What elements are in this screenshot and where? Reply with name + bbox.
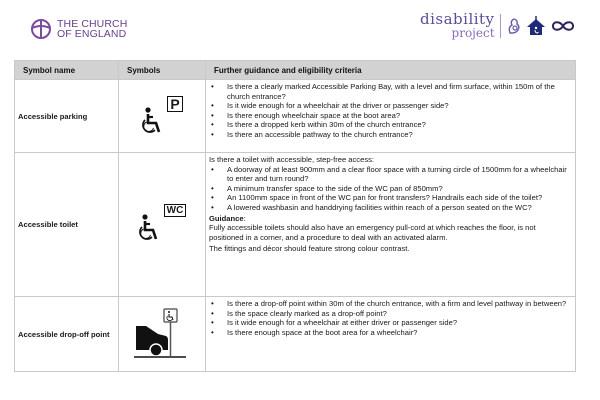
guidance-item: • Is it wide enough for a wheelchair at the driver or passenger side? [209, 101, 572, 111]
guidance-cell [206, 80, 576, 153]
guidance-item: • Is there enough space at the boot area for a wheelchair? [209, 328, 572, 338]
column-header-guidance: Further guidance and eligibility criteria [206, 61, 576, 80]
guidance-item: • Is there enough wheelchair space at the boot area? [209, 111, 572, 121]
table-header-row [15, 61, 576, 80]
guidance-item: • Is it wide enough for a wheelchair at either driver or passenger side? [209, 318, 572, 328]
church-cross-icon [30, 18, 52, 40]
symbol-name-cell: Accessible drop-off point [15, 297, 119, 372]
symbol-cell [119, 153, 206, 297]
guidance-text-2: The fittings and décor should feature strong colour contrast. [209, 244, 410, 254]
column-header-symbol-name: Symbol name [15, 61, 119, 80]
disability-project-logo [420, 12, 576, 39]
dp-logo-word2: project [451, 26, 495, 40]
accessible-church-icon [526, 16, 546, 36]
guidance-list [209, 82, 572, 140]
column-header-symbols: Symbols [119, 61, 206, 80]
guidance-item: • A minimum transfer space to the side of the WC pan of 850mm? [209, 184, 572, 194]
guidance-item: • Is there a dropped kerb within 30m of the church entrance? [209, 120, 572, 130]
guidance-cell [206, 297, 576, 372]
symbol-name-cell: Accessible toilet [15, 153, 119, 297]
infinity-icon [550, 20, 576, 32]
guidance-item: • A doorway of at least 900mm and a clear floor space with a turning circle of 1500mm for a wheelchair to enter and turn round? [209, 165, 572, 184]
symbol-name-cell: Accessible parking [15, 80, 119, 153]
guidance-item: • A lowered washbasin and handdrying facilities within reach of a person seated on the WC? [209, 203, 572, 213]
guidance-item: • Is there an accessible pathway to the church entrance? [209, 130, 572, 140]
symbol-cell [119, 297, 206, 372]
table-row-accessible-drop-off [15, 297, 576, 372]
wheelchair-user-icon [138, 213, 164, 243]
table-row-accessible-parking [15, 80, 576, 153]
coe-logo-line2: OF ENGLAND [57, 28, 127, 40]
guidance-list [209, 299, 572, 337]
guidance-cell: Is there a toilet with accessible, step-free access: • A doorway of at least 900mm and a clear floor space with a turning circle of 1500mm for a wheelchair to enter and turn round? • A minimum transfer space to the side of the WC pan of 850mm? • An 1100mm space in front of the WC pan for front transfers? Handrails each side of the toilet? • A lowered washbasin and handdrying facilities within reach of a person seated on the WC? Guidance: Fully accessible toilets should also have an emergency pull-cord at which reaches the floor, is not positioned in a corner, and a procedure to deal with an activated alarm. The fittings and décor should feature strong colour contrast. [206, 153, 576, 297]
accessibility-symbols-table [14, 60, 576, 372]
wheelchair-user-icon [141, 106, 167, 136]
hearing-sign-icon [506, 17, 522, 35]
guidance-item: • Is there a clearly marked Accessible Parking Bay, with a level and firm surface, within 150m of the church entrance? [209, 82, 572, 101]
guidance-item: • An 1100mm space in front of the WC pan for front transfers? Handrails each side of the toilet? [209, 193, 572, 203]
guidance-text: Fully accessible toilets should also have an emergency pull-cord at which reaches the floor, is not positioned in a corner, and a procedure to deal with an activated alarm. [209, 223, 536, 242]
parking-sign-icon: P [167, 96, 182, 112]
table-row-accessible-toilet [15, 153, 576, 297]
wc-sign-icon: WC [164, 204, 187, 217]
logo-divider [500, 14, 501, 38]
guidance-list [209, 165, 572, 213]
guidance-item: • Is the space clearly marked as a drop-off point? [209, 309, 572, 319]
dp-logo-word1: disability [420, 10, 495, 28]
guidance-intro: Is there a toilet with accessible, step-free access: [209, 155, 375, 164]
church-of-england-logo [30, 18, 127, 40]
coe-logo-line1: THE CHURCH [57, 18, 128, 30]
symbol-cell [119, 80, 206, 153]
guidance-item: • Is there a drop-off point within 30m of the church entrance, with a firm and level pathway in between? [209, 299, 572, 309]
car-drop-off-icon [134, 306, 190, 360]
guidance-heading: Guidance [209, 213, 244, 223]
